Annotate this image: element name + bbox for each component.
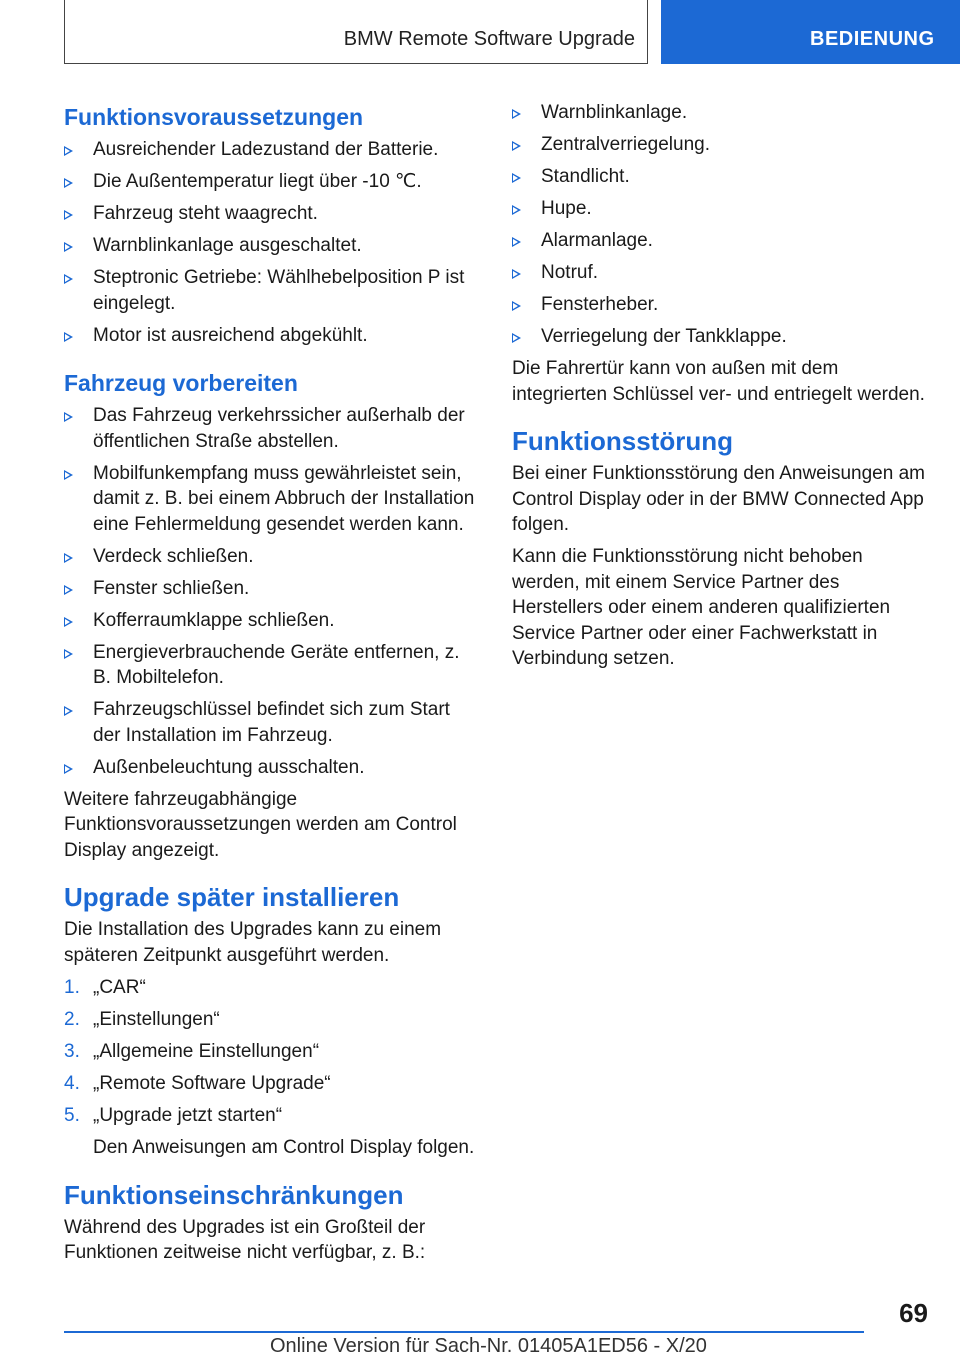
triangle-bullet-icon [64, 332, 73, 342]
triangle-bullet-icon [64, 649, 73, 659]
triangle-bullet-icon [512, 109, 521, 119]
triangle-bullet-icon [512, 141, 521, 151]
section-tab [661, 0, 960, 64]
list-item: Außenbeleuchtung ausschalten. [64, 755, 479, 781]
left-column [64, 100, 479, 1272]
step-number: 2. [64, 1008, 80, 1030]
step-number: 1. [64, 976, 80, 998]
section-label: BEDIENUNG [810, 28, 935, 50]
heading-funktionsstoerung: Funktionsstörung [512, 426, 733, 456]
list-item: Energieverbrauchende Geräte entfernen, z. B. Mobiltelefon. [64, 640, 479, 691]
list-item: Alarmanlage. [512, 228, 927, 254]
triangle-bullet-icon [64, 274, 73, 284]
step-item: 4. „Remote Software Upgrade“ [64, 1071, 479, 1097]
list-item: Die Außentemperatur liegt über -10 ℃. [64, 169, 479, 195]
list-item: Fensterheber. [512, 292, 927, 318]
list-item: Kofferraumklappe schließen. [64, 608, 479, 634]
triangle-bullet-icon [512, 269, 521, 279]
triangle-bullet-icon [64, 242, 73, 252]
header-frame [64, 0, 648, 64]
step-number: 4. [64, 1072, 80, 1094]
triangle-bullet-icon [64, 146, 73, 156]
header-title: BMW Remote Software Upgrade [343, 28, 635, 50]
heading-upgrade-spaeter: Upgrade später installieren [64, 882, 400, 912]
paragraph-malfunction-1: Bei einer Funktionsstörung den Anweisungen am Control Display oder in der BMW Connected App folgen. [512, 463, 925, 535]
restricted-functions-list [512, 100, 927, 350]
triangle-bullet-icon [64, 585, 73, 595]
footer-divider [64, 1331, 864, 1333]
step-item: 3. „Allgemeine Einstellungen“ [64, 1039, 479, 1065]
preparation-list [64, 403, 479, 780]
list-item: Fenster schließen. [64, 576, 479, 602]
list-item: Ausreichender Ladezustand der Batterie. [64, 137, 479, 163]
triangle-bullet-icon [512, 205, 521, 215]
triangle-bullet-icon [64, 412, 73, 422]
list-item: Motor ist ausreichend abgekühlt. [64, 323, 479, 349]
triangle-bullet-icon [64, 210, 73, 220]
triangle-bullet-icon [64, 470, 73, 480]
heading-funktionseinschraenkungen: Funktionseinschränkungen [64, 1179, 404, 1210]
triangle-bullet-icon [64, 764, 73, 774]
heading-funktionsvoraussetzungen: Funktionsvoraussetzungen [64, 104, 364, 130]
list-item: Fahrzeugschlüssel befindet sich zum Start der Installation im Fahrzeug. [64, 697, 479, 748]
triangle-bullet-icon [512, 173, 521, 183]
list-item: Verriegelung der Tankklappe. [512, 324, 927, 350]
step-number: 3. [64, 1040, 80, 1062]
paragraph-malfunction-2: Kann die Funktionsstörung nicht behoben werden, mit einem Service Partner des Herstellers oder einem anderen qualifizierten Service Partner oder einer Fachwerkstatt in Verbindung setzen. [512, 546, 891, 669]
list-item: Hupe. [512, 196, 927, 222]
triangle-bullet-icon [512, 237, 521, 247]
list-item: Das Fahrzeug verkehrssicher außerhalb der öffentlichen Straße abstellen. [64, 403, 479, 454]
list-item: Warnblinkanlage. [512, 100, 927, 126]
list-item: Steptronic Getriebe: Wählhebelposition P ist eingelegt. [64, 265, 479, 316]
triangle-bullet-icon [64, 617, 73, 627]
triangle-bullet-icon [64, 706, 73, 716]
step-number: 5. [64, 1104, 80, 1126]
step-item: 2. „Einstellungen“ [64, 1007, 479, 1033]
step-item: 5. „Upgrade jetzt starten“ Den Anweisungen am Control Display folgen. [64, 1103, 479, 1161]
step-item: 1. „CAR“ [64, 975, 479, 1001]
page-number: 69 [899, 1298, 928, 1328]
triangle-bullet-icon [64, 553, 73, 563]
paragraph-intro: Die Installation des Upgrades kann zu einem späteren Zeitpunkt ausgeführt werden. [64, 919, 442, 966]
step-note: Den Anweisungen am Control Display folgen. [93, 1137, 475, 1158]
paragraph-driver-door: Die Fahrertür kann von außen mit dem integrierten Schlüssel ver- und entriegelt werden. [512, 358, 925, 405]
triangle-bullet-icon [512, 333, 521, 343]
list-item: Standlicht. [512, 164, 927, 190]
paragraph-note: Weitere fahrzeugabhängige Funktionsvoraussetzungen werden am Control Display angezeigt. [64, 788, 457, 861]
steps-list [64, 975, 479, 1161]
list-item: Notruf. [512, 260, 927, 286]
heading-fahrzeug-vorbereiten: Fahrzeug vorbereiten [64, 370, 298, 396]
list-item: Fahrzeug steht waagrecht. [64, 201, 479, 227]
list-item: Warnblinkanlage ausgeschaltet. [64, 233, 479, 259]
list-item: Mobilfunkempfang muss gewährleistet sein, damit z. B. bei einem Abbruch der Installation eine Fehlermeldung gesendet werden kann. [64, 461, 479, 538]
right-column [512, 100, 927, 678]
triangle-bullet-icon [64, 178, 73, 188]
footer-text: Online Version für Sach-Nr. 01405A1ED56 - X/20 [270, 1335, 707, 1357]
list-item: Verdeck schließen. [64, 544, 479, 570]
list-item: Zentralverriegelung. [512, 132, 927, 158]
paragraph-intro: Während des Upgrades ist ein Großteil der Funktionen zeitweise nicht verfügbar, z. B.: [64, 1216, 426, 1263]
requirements-list [64, 137, 479, 348]
triangle-bullet-icon [512, 301, 521, 311]
